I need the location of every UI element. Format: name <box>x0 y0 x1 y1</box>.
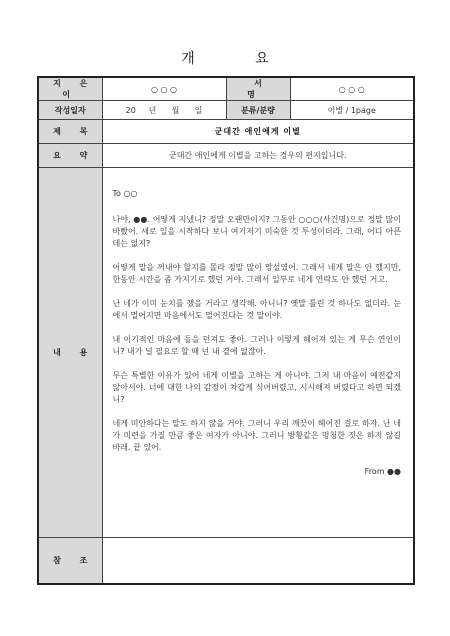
letter-greeting: To ○○ <box>112 189 138 198</box>
date-year: 20 <box>125 105 136 115</box>
letter-closing: From ●● <box>364 467 401 476</box>
letter-paragraph: 나야, ●●. 어떻게 지냈니? 정말 오랜만이지? 그동안 ○○○(사건명)으로 정말 많이 바빴어. 새로 일을 시작하다 보니 여기저기 미숙한 것 투성이더라. 그래, 어디 아픈 데는 없지? <box>112 215 401 248</box>
reference-value[interactable] <box>102 538 414 584</box>
date-label: 작성일자 <box>38 101 102 120</box>
letter-paragraph: 어떻게 말을 꺼내야 할지를 몰라 정말 많이 망설였어. 그래서 네게 말은 안 했지만, 한동안 시간을 좀 가지기로 했던 거야. 그래서 일부로 네게 연락도 안 했던 거고. <box>112 263 401 284</box>
date-year-unit: 년 <box>148 105 157 115</box>
date-month-unit: 월 <box>171 105 180 115</box>
author-row <box>38 77 414 101</box>
summary-label: 요 약 <box>38 144 102 168</box>
subject-label: 제 목 <box>38 120 102 144</box>
letter-paragraph: 무슨 특별한 이유가 있어 네게 이별을 고하는 게 아니야. 그저 내 마음이 예전같지 않아서야. 너에 대한 나의 감정이 차갑게 식어버렸고, 시시해져 버렸다고 하면 되겠니? <box>112 371 401 404</box>
subject-row <box>38 120 414 144</box>
document-title: 개 요 <box>181 51 297 67</box>
author-value[interactable]: ○ ○ ○ <box>102 77 226 101</box>
letter-paragraph: 네게 미안하다는 말도 하지 않을 거야. 그러니 우리 깨끗이 헤어진 걸로 하자. 난 네가 미련을 가질 만큼 좋은 여자가 아니야. 그러니 방황같은 멍청한 짓은 하지 않길 바래. 끝 있어. <box>112 419 401 452</box>
date-value[interactable] <box>102 101 226 120</box>
category-label: 분류/분량 <box>226 101 290 120</box>
signature-value[interactable]: ○ ○ ○ <box>290 77 414 101</box>
summary-row <box>38 144 414 168</box>
letter-paragraph: 내 이기적인 마음에 돌을 던져도 좋아. 그러나 이렇게 헤어져 있는 게 무슨 연인이니? 내가 널 필요로 할 때 넌 내 곁에 없잖아. <box>112 335 401 356</box>
reference-label: 참 조 <box>38 538 102 584</box>
date-row <box>38 101 414 120</box>
letter-paragraph: 난 네가 이미 눈치를 챘을 거라고 생각해. 아니니? 옛말 틀린 것 하나도 없더라. 눈에서 멀어지면 마음에서도 멀어진다는 것 말이야. <box>112 299 401 320</box>
summary-value[interactable]: 군대간 애인에게 이별을 고하는 경우의 편지입니다. <box>102 144 414 168</box>
subject-value[interactable]: 군대간 애인에게 이별 <box>102 120 414 144</box>
author-label: 지 은 이 <box>38 77 102 101</box>
reference-row <box>38 538 414 584</box>
signature-label: 서 명 <box>226 77 290 101</box>
content-label: 내 용 <box>38 168 102 538</box>
content-row <box>38 168 414 538</box>
letter-body[interactable] <box>102 168 414 538</box>
category-value[interactable]: 이별 / 1page <box>290 101 414 120</box>
summary-form-table <box>37 76 415 585</box>
date-day-unit: 일 <box>194 105 203 115</box>
